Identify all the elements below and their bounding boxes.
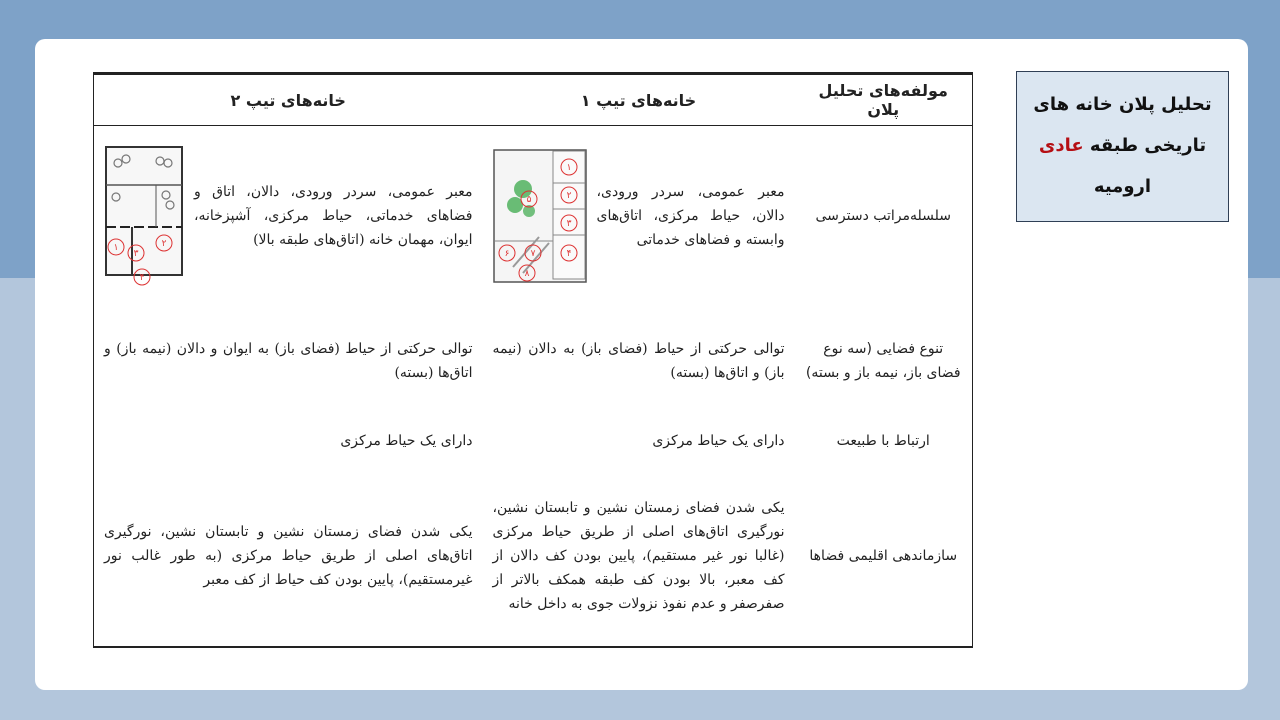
table-row xyxy=(94,466,973,648)
table-row xyxy=(94,306,973,416)
header-type2: خانه‌های تیپ ۲ xyxy=(94,74,483,126)
row-type2-text: یکی شدن فضای زمستان نشین و تابستان نشین، نورگیری اتاق‌های اصلی از طریق حیاط مرکزی (به طور غالب نور غیرمستقیم)، پایین بودن کف حیاط از کف معبر xyxy=(104,523,473,588)
title-line-1: تحلیل پلان خانه های xyxy=(1033,94,1212,115)
table-header-row xyxy=(94,74,973,126)
row-type2-cell xyxy=(94,126,483,306)
plan-label: ۷ xyxy=(530,248,535,259)
header-type1: خانه‌های تیپ ۱ xyxy=(483,74,795,126)
slide-title-box xyxy=(1016,71,1229,222)
row-parameter: تنوع فضایی (سه نوع فضای باز، نیمه باز و بسته) xyxy=(805,340,961,381)
row-type2-text: توالی حرکتی از حیاط (فضای باز) به ایوان و دالان (نیمه باز) و اتاق‌ها (بسته) xyxy=(104,340,473,381)
row-type1-text: یکی شدن فضای زمستان نشین و تابستان نشین، نورگیری اتاق‌های اصلی از طریق حیاط مرکزی (غالبا نور غیر مستقیم)، پایین بودن کف دالان از کف معبر، بالا بودن کف طبقه همکف بالاتر از صفرصفر و عدم نفوذ نزولات جوی به داخل خانه xyxy=(492,499,785,612)
plan-label: ۳ xyxy=(133,248,139,259)
row-type2-text: دارای یک حیاط مرکزی xyxy=(340,432,473,449)
plan-label: ۲ xyxy=(566,190,571,201)
plan-label: ۴ xyxy=(139,272,145,283)
plan-label: ۶ xyxy=(504,248,509,259)
row-type1-text: دارای یک حیاط مرکزی xyxy=(652,432,785,449)
table-row xyxy=(94,126,973,306)
row-type1-text: توالی حرکتی از حیاط (فضای باز) به دالان (نیمه باز) و اتاق‌ها (بسته) xyxy=(492,340,785,381)
plan-label: ۱ xyxy=(113,242,119,253)
plan-label: ۱ xyxy=(566,162,571,173)
type1-plan-image xyxy=(493,149,587,283)
row-parameter: سازماندهی اقلیمی فضاها xyxy=(809,547,958,564)
title-line-2-prefix: تاریخی طبقه xyxy=(1089,135,1207,156)
type2-plan-image xyxy=(104,145,184,287)
row-type1-cell xyxy=(483,126,795,306)
header-parameters: مولفه‌های تحلیل پلان xyxy=(795,74,973,126)
title-line-2 xyxy=(1017,125,1228,166)
row-type2-text: معبر عمومی، سردر ورودی، دالان، اتاق و فضاهای خدماتی، حیاط مرکزی، آشپزخانه، ایوان، مهمان خانه (اتاق‌های طبقه بالا) xyxy=(194,183,473,248)
row-type1-text: معبر عمومی، سردر ورودی، دالان، حیاط مرکزی، اتاق‌های وابسته و فضاهای خدماتی xyxy=(596,183,785,248)
row-parameter: سلسله‌مراتب دسترسی xyxy=(815,207,951,224)
analysis-table xyxy=(93,72,973,648)
table-row xyxy=(94,416,973,466)
title-accent-word: عادی xyxy=(1038,135,1084,156)
plan-label: ۲ xyxy=(161,238,167,249)
plan-label: ۵ xyxy=(526,194,531,205)
row-parameter: ارتباط با طبیعت xyxy=(836,432,930,449)
plan-label: ۴ xyxy=(566,248,571,259)
title-line-3: ارومیه xyxy=(1093,176,1152,197)
plan-label: ۳ xyxy=(566,218,571,229)
plan-label: ۸ xyxy=(524,268,529,279)
